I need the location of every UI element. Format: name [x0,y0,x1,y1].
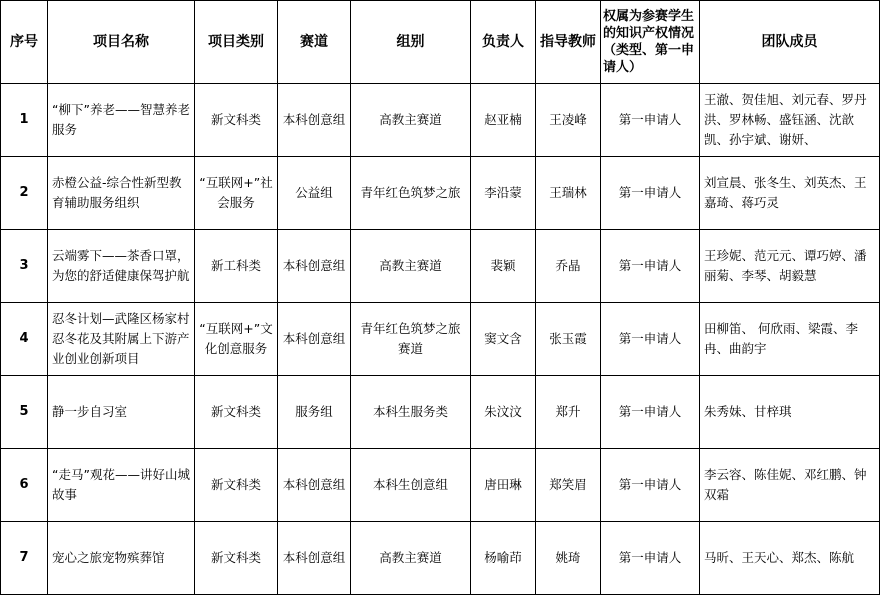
header-track: 赛道 [278,1,351,84]
cell-ip-rights: 第一申请人 [601,303,700,376]
cell-leader: 杨喻茚 [471,522,536,595]
header-members: 团队成员 [700,1,880,84]
cell-project-category: “互联网+”社会服务 [195,157,278,230]
cell-project-name: 静一步自习室 [48,376,195,449]
cell-advisor: 乔晶 [536,230,601,303]
cell-project-name: 云端雾下——茶香口罩，为您的舒适健康保驾护航 [48,230,195,303]
cell-project-category: 新文科类 [195,522,278,595]
cell-track: 服务组 [278,376,351,449]
table-row [1,376,880,449]
cell-track: 本科创意组 [278,230,351,303]
cell-leader: 朱汶汶 [471,376,536,449]
cell-leader: 赵亚楠 [471,84,536,157]
cell-group: 高教主赛道 [351,522,471,595]
cell-group: 青年红色筑梦之旅 [351,157,471,230]
cell-project-name: “走马”观花——讲好山城故事 [48,449,195,522]
header-project-name: 项目名称 [48,1,195,84]
cell-project-category: 新文科类 [195,449,278,522]
cell-project-category: 新工科类 [195,230,278,303]
header-ip-rights: 权属为参赛学生的知识产权情况（类型、第一申请人） [601,1,700,84]
cell-members: 王澈、贺佳旭、刘元春、罗丹洪、罗林畅、盛钰涵、沈歆凯、孙宇斌、谢妍、 [700,84,880,157]
table-row [1,522,880,595]
cell-project-category: 新文科类 [195,376,278,449]
cell-advisor: 姚琦 [536,522,601,595]
cell-ip-rights: 第一申请人 [601,84,700,157]
cell-ip-rights: 第一申请人 [601,230,700,303]
cell-track: 本科创意组 [278,303,351,376]
header-advisor: 指导教师 [536,1,601,84]
cell-advisor: 郑升 [536,376,601,449]
cell-members: 田柳笛、 何欣雨、梁霞、李冉、曲韵宇 [700,303,880,376]
table-row [1,84,880,157]
cell-group: 本科生服务类 [351,376,471,449]
cell-ip-rights: 第一申请人 [601,376,700,449]
cell-track: 本科创意组 [278,522,351,595]
cell-track: 本科创意组 [278,84,351,157]
cell-group: 青年红色筑梦之旅赛道 [351,303,471,376]
cell-advisor: 王凌峰 [536,84,601,157]
cell-leader: 裴颖 [471,230,536,303]
cell-project-name: “柳下”养老——智慧养老服务 [48,84,195,157]
cell-leader: 李沿蒙 [471,157,536,230]
cell-index: 4 [1,303,48,376]
cell-ip-rights: 第一申请人 [601,522,700,595]
cell-group: 高教主赛道 [351,84,471,157]
cell-project-category: 新文科类 [195,84,278,157]
cell-members: 李云容、陈佳妮、邓红鹏、钟双霜 [700,449,880,522]
cell-leader: 窦文含 [471,303,536,376]
cell-members: 王珍妮、范元元、谭巧婷、潘丽菊、李琴、胡毅慧 [700,230,880,303]
header-project-category: 项目类别 [195,1,278,84]
cell-advisor: 郑笑眉 [536,449,601,522]
cell-index: 3 [1,230,48,303]
table-row [1,449,880,522]
cell-members: 马昕、王天心、郑杰、陈航 [700,522,880,595]
cell-index: 5 [1,376,48,449]
cell-advisor: 张玉霞 [536,303,601,376]
table-row [1,157,880,230]
cell-ip-rights: 第一申请人 [601,449,700,522]
cell-index: 6 [1,449,48,522]
header-index: 序号 [1,1,48,84]
header-row [1,1,880,84]
cell-leader: 唐田琳 [471,449,536,522]
cell-index: 2 [1,157,48,230]
cell-ip-rights: 第一申请人 [601,157,700,230]
cell-project-name: 宠心之旅宠物殡葬馆 [48,522,195,595]
cell-project-name: 赤橙公益-综合性新型教育辅助服务组织 [48,157,195,230]
cell-project-name: 忍冬计划—武隆区杨家村忍冬花及其附属上下游产业创业创新项目 [48,303,195,376]
cell-index: 7 [1,522,48,595]
cell-group: 高教主赛道 [351,230,471,303]
cell-project-category: “互联网+”文化创意服务 [195,303,278,376]
cell-track: 本科创意组 [278,449,351,522]
cell-members: 刘宣晨、张冬生、刘英杰、王嘉琦、蒋巧灵 [700,157,880,230]
table-row [1,230,880,303]
cell-track: 公益组 [278,157,351,230]
cell-members: 朱秀妹、甘梓琪 [700,376,880,449]
header-group: 组别 [351,1,471,84]
header-leader: 负责人 [471,1,536,84]
cell-index: 1 [1,84,48,157]
cell-advisor: 王瑞林 [536,157,601,230]
cell-group: 本科生创意组 [351,449,471,522]
table-row [1,303,880,376]
